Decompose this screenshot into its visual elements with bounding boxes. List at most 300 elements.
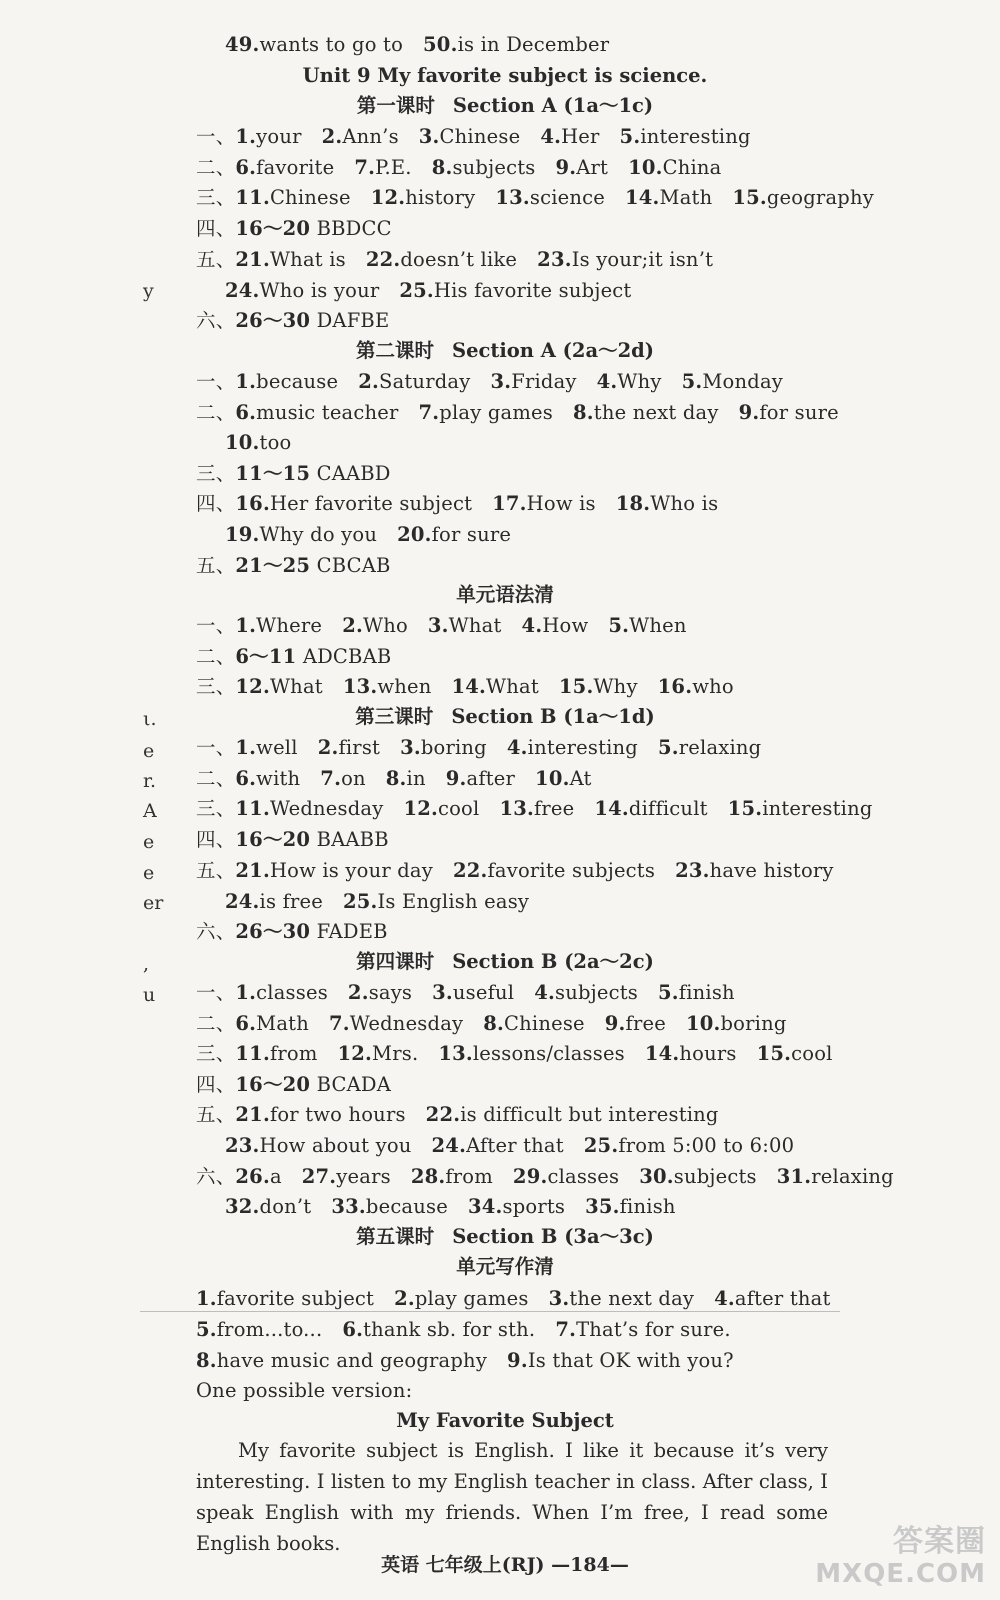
watermark-line-2: MXQE.COM xyxy=(815,1559,986,1589)
item-answer: Her favorite subject xyxy=(269,492,473,516)
item-answer: Who is xyxy=(650,492,719,516)
item-number: 16. xyxy=(657,675,693,699)
item-prefix: 二、 xyxy=(196,1011,236,1035)
item-number: 3. xyxy=(418,125,440,148)
item-answer: the next day xyxy=(569,1287,695,1310)
item-answer: BAABB xyxy=(310,828,389,852)
answer-item xyxy=(483,1012,585,1035)
answer-item xyxy=(329,1012,463,1035)
item-answer: after xyxy=(466,766,516,790)
item-number: 13. xyxy=(495,186,530,210)
margin-fragment: er xyxy=(143,892,164,914)
answer-item xyxy=(686,1012,787,1035)
item-prefix: 二、 xyxy=(196,644,236,668)
answer-item xyxy=(426,1103,719,1126)
answer-item xyxy=(235,186,350,209)
item-answer: wants to go to xyxy=(259,33,404,56)
answer-item xyxy=(555,156,608,179)
answer-item xyxy=(419,401,553,424)
item-number: 34. xyxy=(467,1195,503,1219)
item-answer: says xyxy=(368,981,413,1004)
answer-item xyxy=(235,1042,317,1065)
item-prefix: 三、 xyxy=(196,461,236,485)
item-answer: from...to... xyxy=(216,1318,323,1341)
item-answer: thank sb. for sth. xyxy=(363,1318,536,1341)
item-answer: Chinese xyxy=(269,186,351,210)
item-number: 3. xyxy=(548,1287,570,1310)
answer-item xyxy=(555,1318,731,1341)
item-answer: too xyxy=(259,431,292,455)
answer-line xyxy=(196,1009,787,1039)
item-prefix: 五、 xyxy=(196,1103,236,1127)
item-number: 31. xyxy=(776,1164,812,1188)
lesson-2-cn: 第二课时 xyxy=(355,339,434,362)
item-answer: history xyxy=(405,186,476,210)
answer-item xyxy=(507,1349,734,1372)
item-number: 6. xyxy=(235,766,257,790)
item-number: 16. xyxy=(235,492,270,516)
margin-fragment: y xyxy=(143,280,154,302)
answer-line xyxy=(225,1131,794,1161)
lesson-4-heading xyxy=(0,947,1000,977)
answer-line xyxy=(196,978,735,1008)
item-answer: play games xyxy=(439,400,554,424)
item-number: 8. xyxy=(573,400,594,424)
watermark-logo xyxy=(815,1526,986,1590)
item-answer: boring xyxy=(720,1011,787,1035)
answer-line xyxy=(196,489,718,519)
answer-item xyxy=(235,736,297,759)
answer-item xyxy=(757,1042,833,1065)
item-answer: P.E. xyxy=(375,155,412,179)
item-answer: from xyxy=(269,1042,318,1066)
answer-item xyxy=(235,1165,281,1188)
item-answer: What xyxy=(486,675,539,699)
margin-fragment: u xyxy=(143,984,156,1006)
item-number: 14. xyxy=(625,186,660,210)
answer-item xyxy=(432,1134,564,1157)
item-answer: well xyxy=(256,736,298,759)
item-number: 1. xyxy=(235,736,257,759)
item-number: 9. xyxy=(507,1349,528,1372)
item-number: 8. xyxy=(385,766,407,790)
answer-item xyxy=(411,1165,493,1188)
item-answer: cool xyxy=(437,797,480,821)
item-number: 2. xyxy=(321,125,343,148)
item-answer: After that xyxy=(466,1134,564,1157)
item-answer: Who xyxy=(362,614,408,637)
answer-item xyxy=(535,767,592,790)
answer-item xyxy=(492,492,596,515)
unit-title: Unit 9 My favorite subject is science. xyxy=(302,64,708,87)
item-number: 12. xyxy=(337,1042,373,1066)
item-number: 32. xyxy=(225,1195,260,1219)
answer-line xyxy=(196,1162,894,1192)
answer-item xyxy=(354,156,411,179)
item-answer: DAFBE xyxy=(310,309,390,333)
item-answer: for sure xyxy=(431,523,512,546)
answer-item xyxy=(371,186,476,209)
answer-item xyxy=(400,736,487,759)
item-answer: classes xyxy=(256,981,328,1004)
answer-item xyxy=(235,462,390,485)
answer-item xyxy=(628,156,721,179)
answer-item xyxy=(452,675,539,698)
item-prefix: 二、 xyxy=(196,766,236,790)
answer-item xyxy=(235,492,472,515)
item-answer: with xyxy=(256,766,301,790)
answer-line xyxy=(196,122,751,152)
item-number: 21. xyxy=(235,247,270,271)
answer-line xyxy=(196,672,734,702)
item-answer: for two hours xyxy=(269,1103,406,1127)
item-number: 4. xyxy=(596,370,618,393)
item-prefix: 六、 xyxy=(196,309,236,333)
item-answer: favorite subject xyxy=(216,1287,375,1310)
answer-item xyxy=(225,1195,311,1218)
item-answer: Wednesday xyxy=(349,1011,464,1035)
answer-item xyxy=(453,859,655,882)
item-answer: BCADA xyxy=(310,1072,391,1096)
item-number: 9. xyxy=(445,766,467,790)
lesson-5-en: Section B (3a～3c) xyxy=(452,1225,654,1248)
margin-fragment: ι. xyxy=(143,708,157,730)
answer-item xyxy=(616,492,719,515)
item-number: 22. xyxy=(452,858,488,882)
item-prefix: 三、 xyxy=(196,1042,236,1066)
item-answer: Chinese xyxy=(504,1011,585,1035)
lesson-2-en: Section A (2a～2d) xyxy=(451,339,655,362)
item-answer: finish xyxy=(678,981,735,1004)
answer-item xyxy=(495,186,605,209)
item-number: 24. xyxy=(225,889,260,913)
item-number: 10. xyxy=(225,431,260,455)
item-number: 15. xyxy=(727,797,763,821)
item-number: 33. xyxy=(331,1195,366,1219)
answer-item xyxy=(573,401,719,424)
answer-item xyxy=(608,614,686,637)
item-answer: subjects xyxy=(452,155,536,179)
lesson-1-en: Section A (1a～1c) xyxy=(452,94,654,117)
answer-line xyxy=(196,398,839,428)
item-prefix: 五、 xyxy=(196,858,236,882)
answer-item xyxy=(428,614,502,637)
item-number: 20. xyxy=(397,523,432,546)
margin-fragment: r. xyxy=(143,770,157,792)
answer-item xyxy=(225,431,291,454)
item-answer: ADCBAB xyxy=(296,644,392,668)
answer-item xyxy=(225,279,379,302)
item-number: 12. xyxy=(235,675,270,699)
item-number: 3. xyxy=(400,736,421,759)
answer-line xyxy=(196,1346,734,1376)
item-prefix: 一、 xyxy=(196,370,236,393)
answer-item xyxy=(490,370,576,393)
item-answer: interesting xyxy=(762,797,873,821)
answer-line xyxy=(196,794,873,824)
lesson-3-cn: 第三课时 xyxy=(355,705,434,728)
item-answer: BBDCC xyxy=(310,217,392,241)
answer-item xyxy=(419,125,521,148)
item-number: 6. xyxy=(235,400,257,424)
answer-item xyxy=(397,523,511,546)
answer-line xyxy=(225,276,631,306)
item-prefix: 五、 xyxy=(196,553,236,577)
essay-paragraph: My favorite subject is English. I like it because it’s very interesting. I listen to my English teacher in class. After class, I speak English with my friends. When I’m free, I read some English books. xyxy=(196,1439,828,1555)
answer-line xyxy=(196,1100,719,1130)
watermark-line-1: 答案圈 xyxy=(893,1524,986,1559)
item-number: 10. xyxy=(685,1011,721,1035)
answer-item xyxy=(338,1042,419,1065)
item-number: 23. xyxy=(675,858,710,882)
item-prefix: 二、 xyxy=(196,400,236,424)
answer-item xyxy=(605,1012,666,1035)
lesson-4-en: Section B (2a～2c) xyxy=(452,950,654,973)
lesson-5-cn: 第五课时 xyxy=(356,1225,435,1248)
item-number: 4. xyxy=(521,614,543,637)
item-number: 9. xyxy=(604,1011,626,1035)
lesson-1-heading xyxy=(0,91,1000,121)
item-answer: have music and geography xyxy=(216,1349,488,1372)
item-answer: FADEB xyxy=(310,920,388,944)
item-prefix: 三、 xyxy=(196,186,236,210)
item-prefix: 三、 xyxy=(196,675,236,699)
answer-line xyxy=(196,825,389,855)
item-answer: doesn’t like xyxy=(400,247,518,271)
item-number: 5. xyxy=(658,981,679,1004)
answer-line-49-50 xyxy=(225,30,609,60)
answer-item xyxy=(499,797,574,820)
version-label: One possible version: xyxy=(196,1379,413,1402)
item-number: 26. xyxy=(235,1164,270,1188)
item-number: 21～25 xyxy=(235,553,311,577)
item-answer: cool xyxy=(791,1042,833,1066)
item-answer: free xyxy=(533,797,575,821)
item-number: 25. xyxy=(583,1134,619,1157)
answer-item xyxy=(348,981,412,1004)
answer-item xyxy=(423,33,609,56)
answer-line xyxy=(225,428,291,458)
item-number: 3. xyxy=(427,614,449,637)
item-prefix: 四、 xyxy=(196,1072,236,1096)
item-number: 12. xyxy=(370,186,406,210)
item-number: 26～30 xyxy=(235,309,311,333)
item-answer: from xyxy=(445,1164,493,1188)
item-number: 21. xyxy=(235,858,270,882)
item-answer: How is your day xyxy=(269,858,433,882)
item-number: 2. xyxy=(317,736,339,759)
item-answer: hours xyxy=(679,1042,737,1066)
answer-item xyxy=(302,1165,391,1188)
item-number: 14. xyxy=(451,675,487,699)
item-answer: Why do you xyxy=(259,523,378,546)
item-answer: relaxing xyxy=(678,736,762,759)
item-number: 4. xyxy=(534,981,556,1004)
answer-item xyxy=(225,890,323,913)
item-prefix: 六、 xyxy=(196,1164,236,1188)
answer-line xyxy=(196,153,722,183)
answer-item xyxy=(235,859,433,882)
item-number: 25. xyxy=(343,889,378,913)
answer-item xyxy=(625,186,712,209)
item-prefix: 五、 xyxy=(196,247,236,271)
item-answer: science xyxy=(529,186,606,210)
answer-line xyxy=(225,1192,676,1222)
item-number: 6. xyxy=(342,1318,364,1341)
item-answer: a xyxy=(269,1164,282,1188)
answer-line xyxy=(196,642,391,672)
item-answer: geography xyxy=(766,186,874,210)
item-answer: Friday xyxy=(511,370,577,393)
item-answer: favorite subjects xyxy=(487,858,656,882)
answer-item xyxy=(235,614,322,637)
item-number: 1. xyxy=(235,614,257,637)
margin-fragment: , xyxy=(143,953,150,975)
item-answer: because xyxy=(365,1195,448,1219)
item-number: 11. xyxy=(235,186,270,210)
item-number: 27. xyxy=(301,1164,337,1188)
answer-line xyxy=(196,551,391,581)
answer-item xyxy=(432,981,514,1004)
answer-item xyxy=(235,797,383,820)
item-answer: lessons/classes xyxy=(472,1042,625,1066)
item-number: 21. xyxy=(235,1103,270,1127)
answer-line xyxy=(196,306,389,336)
answer-item xyxy=(597,370,662,393)
item-number: 3. xyxy=(432,981,453,1004)
answer-item xyxy=(342,614,408,637)
lesson-5-heading xyxy=(0,1222,1000,1252)
answer-line xyxy=(196,367,783,397)
item-number: 8. xyxy=(483,1011,505,1035)
margin-fragment: e xyxy=(143,740,155,762)
item-answer: China xyxy=(662,155,722,179)
item-prefix: 六、 xyxy=(196,920,236,944)
item-answer: after that xyxy=(734,1287,831,1310)
item-answer: Mrs. xyxy=(372,1042,419,1066)
item-answer: difficult xyxy=(628,797,708,821)
item-answer: favorite xyxy=(256,155,335,179)
answer-item xyxy=(513,1165,619,1188)
item-answer: CAABD xyxy=(310,461,391,485)
answer-item xyxy=(235,920,387,943)
item-answer: on xyxy=(341,766,366,790)
item-answer: who xyxy=(692,675,734,699)
answer-line xyxy=(196,245,713,275)
item-answer: Math xyxy=(256,1011,309,1035)
item-number: 24. xyxy=(225,278,260,302)
item-answer: subjects xyxy=(673,1164,757,1188)
item-prefix: 四、 xyxy=(196,492,236,516)
item-number: 5. xyxy=(608,614,630,637)
answer-line xyxy=(196,1284,831,1314)
item-answer: Why xyxy=(617,370,662,393)
answer-item xyxy=(682,370,783,393)
answer-item xyxy=(620,125,751,148)
item-number: 10. xyxy=(628,155,663,179)
item-answer: Is that OK with you? xyxy=(527,1349,734,1372)
item-number: 5. xyxy=(619,125,641,148)
item-number: 28. xyxy=(410,1164,446,1188)
answer-item xyxy=(468,1195,565,1218)
item-number: 22. xyxy=(425,1103,461,1127)
item-answer: from 5:00 to 6:00 xyxy=(618,1134,795,1157)
answer-item xyxy=(235,125,301,148)
item-number: 5. xyxy=(196,1318,217,1341)
item-answer: Ann’s xyxy=(342,125,399,148)
answer-item xyxy=(585,1195,676,1218)
margin-fragment: e xyxy=(143,831,155,853)
answer-item xyxy=(235,248,345,271)
item-answer: At xyxy=(569,766,592,790)
item-answer: What xyxy=(269,675,323,699)
item-answer: Who is your xyxy=(259,278,380,302)
item-number: 23. xyxy=(225,1134,260,1157)
answer-item xyxy=(196,1287,374,1310)
item-answer: interesting xyxy=(640,125,751,148)
item-prefix: 一、 xyxy=(196,981,236,1004)
margin-fragment: e xyxy=(143,862,155,884)
answer-line xyxy=(196,764,592,794)
item-number: 24. xyxy=(431,1134,467,1157)
answer-item xyxy=(235,1103,405,1126)
answer-item xyxy=(343,675,432,698)
item-number: 13. xyxy=(499,797,534,821)
item-number: 30. xyxy=(639,1164,674,1188)
item-answer: Art xyxy=(576,155,609,179)
item-number: 35. xyxy=(585,1195,620,1219)
answer-item xyxy=(540,125,599,148)
answer-item xyxy=(225,523,377,546)
page-footer: 英语 七年级上(RJ) —184— xyxy=(381,1554,629,1576)
item-answer: Wednesday xyxy=(269,797,384,821)
answer-item xyxy=(235,828,388,851)
answer-line xyxy=(196,1039,833,1069)
answer-line xyxy=(225,520,511,550)
answer-item xyxy=(394,1287,528,1310)
answer-item xyxy=(235,645,391,668)
item-prefix: 三、 xyxy=(196,797,236,821)
item-answer: Is your;it isn’t xyxy=(571,247,714,271)
item-number: 10. xyxy=(535,766,570,790)
item-number: 7. xyxy=(418,400,440,424)
item-number: 11～15 xyxy=(235,461,311,485)
item-number: 12. xyxy=(403,797,438,821)
answer-item xyxy=(320,767,365,790)
item-number: 11. xyxy=(235,797,270,821)
answer-item xyxy=(446,767,515,790)
item-number: 6. xyxy=(235,155,257,179)
answer-line xyxy=(196,1070,391,1100)
answer-line xyxy=(196,917,388,947)
item-answer: Why xyxy=(593,675,638,699)
answer-item xyxy=(438,1042,625,1065)
answer-item xyxy=(358,370,470,393)
lesson-3-en: Section B (1a～1d) xyxy=(451,705,655,728)
answer-item xyxy=(658,736,761,759)
item-number: 13. xyxy=(438,1042,473,1066)
answer-line xyxy=(196,214,392,244)
answer-item xyxy=(343,890,529,913)
answer-line xyxy=(196,459,391,489)
item-number: 18. xyxy=(615,492,651,516)
item-answer: Where xyxy=(256,614,323,637)
item-answer: is in December xyxy=(457,33,610,56)
item-answer: Chinese xyxy=(439,125,521,148)
item-number: 2. xyxy=(358,370,380,393)
item-number: 15. xyxy=(756,1042,792,1066)
item-answer: What is xyxy=(269,247,346,271)
